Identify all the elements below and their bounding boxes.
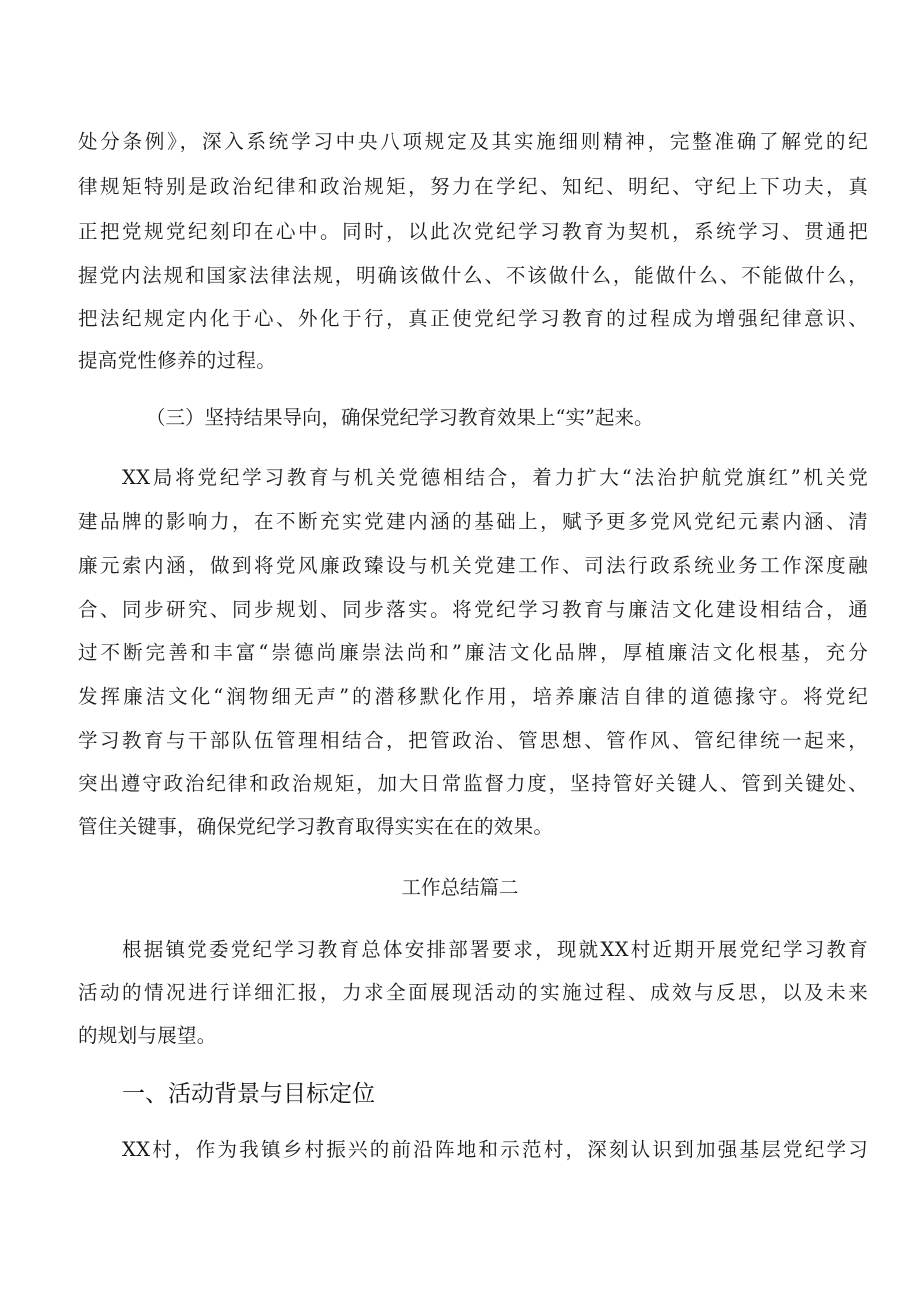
- paragraph-line: 学习教育与干部队伍管理相结合，把管政治、管思想、管作风、管纪律统一起来，: [78, 729, 868, 752]
- paragraph-line: 根据镇党委党纪学习教育总体安排部署要求，现就XX村近期开展党纪学习教育: [122, 938, 868, 961]
- heading-1: 一、活动背景与目标定位: [122, 1081, 375, 1107]
- paragraph-line: 的规划与展望。: [78, 1024, 217, 1047]
- paragraph-line: 过不断完善和丰富“崇德尚廉崇法尚和”廉洁文化品牌，厚植廉洁文化根基，充分: [78, 641, 868, 664]
- paragraph-line: 合、同步研究、同步规划、同步落实。将党纪学习教育与廉洁文化建设相结合，通: [78, 598, 868, 621]
- paragraph-line: 廉元索内涵，做到将党风廉政臻设与机关党建工作、司法行政系统业务工作深度融: [78, 554, 868, 577]
- paragraph-line: 律规矩特别是政治纪律和政治规矩，努力在学纪、知纪、明纪、守纪上下功夫，真: [78, 175, 868, 198]
- paragraph-line: 发挥廉洁文化“润物细无声”的潜移默化作用，培养廉洁自律的道德掾守。将党纪: [78, 685, 868, 708]
- paragraph-line: 把法纪规定内化于心、外化于行，真正使党纪学习教育的过程成为增强纪律意识、: [78, 307, 868, 330]
- paragraph-line: XX局将党纪学习教育与机关党德相结合，着力扩大“法治护航党旗红”机关党: [122, 466, 868, 489]
- paragraph-line: 正把党规党纪刻印在心中。同时，以此次党纪学习教育为契机，系统学习、贯通把: [78, 220, 868, 243]
- paragraph-line: 建品牌的影响力，在不断充实党建内涵的基础上，赋予更多党风党纪元素内涵、清: [78, 510, 868, 533]
- subheading-3: （三）坚持结果导向，确保党纪学习教育效果上“实”起来。: [146, 406, 654, 429]
- paragraph-line: 管住关键事，确保党纪学习教育取得实实在在的效果。: [78, 815, 554, 838]
- paragraph-line: 提高党性修养的过程。: [78, 349, 277, 372]
- paragraph-line: 活动的情况进行详细汇报，力求全面展现活动的实施过程、成效与反思，以及未来: [78, 981, 868, 1004]
- section-title: 工作总结篇二: [401, 876, 519, 899]
- paragraph-line: 握党内法规和国家法律法规，明确该做什么、不该做什么，能做什么、不能做什么，: [78, 264, 868, 287]
- paragraph-line: XX村，作为我镇乡村振兴的前沿阵地和示范村，深刻认识到加强基层党纪学习: [122, 1138, 868, 1161]
- paragraph-line: 处分条例》，深入系统学习中央八项规定及其实施细则精神，完整准确了解党的纪: [78, 130, 868, 153]
- paragraph-line: 突出遵守政治纪律和政治规矩，加大日常监督力度，坚持管好关键人、管到关键处、: [78, 772, 868, 795]
